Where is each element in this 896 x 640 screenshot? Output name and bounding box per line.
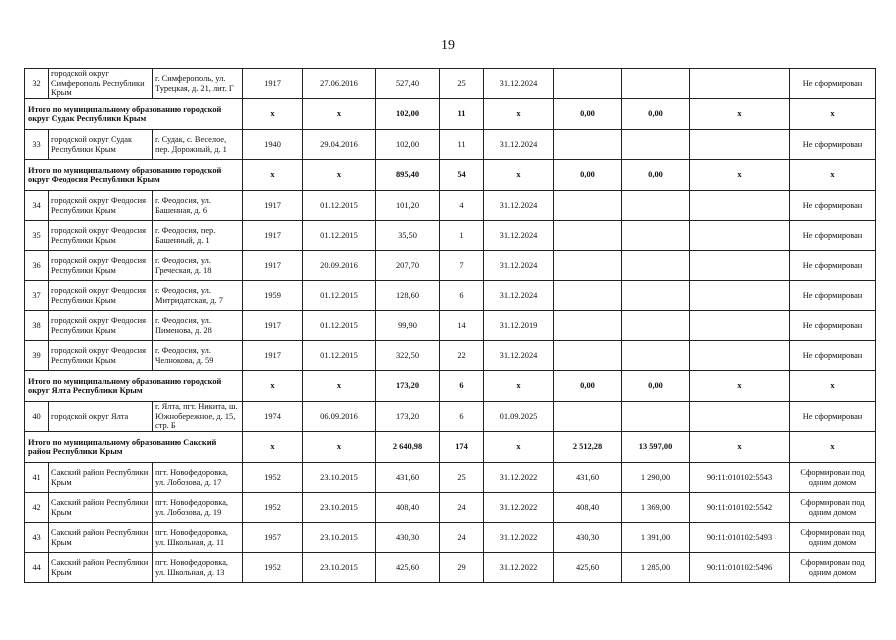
value-1-cell: 0,00 <box>554 160 622 191</box>
area-cell: 408,40 <box>376 493 440 523</box>
deadline-cell: 31.12.2024 <box>484 191 554 221</box>
value-2-cell: 1 290,00 <box>622 463 690 493</box>
year-cell: 1917 <box>243 251 303 281</box>
municipality-cell: городской округ Феодосия Республики Крым <box>49 341 153 371</box>
inspection-date-cell: х <box>303 160 376 191</box>
cadastral-number-cell <box>690 341 790 371</box>
land-status-cell: Сформирован под одним домом <box>790 493 876 523</box>
row-number: 38 <box>25 311 49 341</box>
value-1-cell: 431,60 <box>554 463 622 493</box>
table-row <box>25 221 876 251</box>
deadline-cell: 31.12.2019 <box>484 311 554 341</box>
value-2-cell: 1 369,00 <box>622 493 690 523</box>
inspection-date-cell: 01.12.2015 <box>303 191 376 221</box>
area-cell: 101,20 <box>376 191 440 221</box>
value-2-cell <box>622 191 690 221</box>
row-number: 34 <box>25 191 49 221</box>
municipality-cell: городской округ Феодосия Республики Крым <box>49 221 153 251</box>
inspection-date-cell: х <box>303 432 376 463</box>
table-row <box>25 463 876 493</box>
subtotal-row <box>25 160 876 191</box>
value-1-cell <box>554 311 622 341</box>
value-2-cell <box>622 69 690 99</box>
land-status-cell: х <box>790 432 876 463</box>
land-status-cell: х <box>790 99 876 130</box>
municipality-cell: городской округ Симферополь Республики Крым <box>49 69 153 99</box>
row-number: 39 <box>25 341 49 371</box>
residents-cell: 24 <box>440 493 484 523</box>
year-cell: х <box>243 99 303 130</box>
value-1-cell: 425,60 <box>554 553 622 583</box>
page-number: 19 <box>441 38 455 53</box>
address-cell: г. Симферополь, ул. Турецкая, д. 21, лит. Г <box>153 69 243 99</box>
value-2-cell <box>622 402 690 432</box>
year-cell: 1917 <box>243 311 303 341</box>
value-2-cell <box>622 281 690 311</box>
housing-registry-table <box>24 68 876 583</box>
year-cell: 1917 <box>243 341 303 371</box>
deadline-cell: 31.12.2024 <box>484 221 554 251</box>
table-row <box>25 341 876 371</box>
municipality-cell: Сакский район Республики Крым <box>49 523 153 553</box>
inspection-date-cell: 01.12.2015 <box>303 341 376 371</box>
land-status-cell: Не сформирован <box>790 69 876 99</box>
row-number: 36 <box>25 251 49 281</box>
year-cell: 1917 <box>243 191 303 221</box>
deadline-cell: 31.12.2024 <box>484 69 554 99</box>
address-cell: пгт. Новофедоровка, ул. Лобозова, д. 17 <box>153 463 243 493</box>
table-row <box>25 493 876 523</box>
deadline-cell: х <box>484 432 554 463</box>
address-cell: пгт. Новофедоровка, ул. Школьная, д. 11 <box>153 523 243 553</box>
address-cell: г. Феодосия, ул. Челнокова, д. 59 <box>153 341 243 371</box>
table-row <box>25 251 876 281</box>
residents-cell: 6 <box>440 402 484 432</box>
residents-cell: 29 <box>440 553 484 583</box>
area-cell: 207,70 <box>376 251 440 281</box>
cadastral-number-cell: 90:11:010102:5543 <box>690 463 790 493</box>
table-row <box>25 281 876 311</box>
value-2-cell: 0,00 <box>622 160 690 191</box>
deadline-cell: 31.12.2022 <box>484 463 554 493</box>
residents-cell: 4 <box>440 191 484 221</box>
inspection-date-cell: х <box>303 371 376 402</box>
row-number: 41 <box>25 463 49 493</box>
residents-cell: 11 <box>440 99 484 130</box>
value-2-cell: 1 391,00 <box>622 523 690 553</box>
row-number: 35 <box>25 221 49 251</box>
residents-cell: 25 <box>440 69 484 99</box>
deadline-cell: 31.12.2024 <box>484 341 554 371</box>
row-number: 37 <box>25 281 49 311</box>
inspection-date-cell: 01.12.2015 <box>303 221 376 251</box>
value-1-cell <box>554 341 622 371</box>
value-2-cell <box>622 130 690 160</box>
residents-cell: 54 <box>440 160 484 191</box>
cadastral-number-cell <box>690 191 790 221</box>
cadastral-number-cell <box>690 221 790 251</box>
row-number: 33 <box>25 130 49 160</box>
municipality-cell: городской округ Феодосия Республики Крым <box>49 281 153 311</box>
municipality-cell: городской округ Феодосия Республики Крым <box>49 311 153 341</box>
cadastral-number-cell: 90:11:010102:5493 <box>690 523 790 553</box>
residents-cell: 24 <box>440 523 484 553</box>
municipality-cell: городской округ Феодосия Республики Крым <box>49 191 153 221</box>
year-cell: 1952 <box>243 493 303 523</box>
inspection-date-cell: 01.12.2015 <box>303 281 376 311</box>
address-cell: г. Феодосия, ул. Пименова, д. 28 <box>153 311 243 341</box>
cadastral-number-cell: х <box>690 432 790 463</box>
land-status-cell: Не сформирован <box>790 341 876 371</box>
municipality-cell: городской округ Феодосия Республики Крым <box>49 251 153 281</box>
address-cell: пгт. Новофедоровка, ул. Лобозова, д. 19 <box>153 493 243 523</box>
cadastral-number-cell <box>690 311 790 341</box>
area-cell: 2 640,98 <box>376 432 440 463</box>
year-cell: 1974 <box>243 402 303 432</box>
area-cell: 173,20 <box>376 402 440 432</box>
residents-cell: 174 <box>440 432 484 463</box>
land-status-cell: Не сформирован <box>790 130 876 160</box>
value-2-cell <box>622 341 690 371</box>
table-row <box>25 553 876 583</box>
value-2-cell: 0,00 <box>622 371 690 402</box>
row-number: 40 <box>25 402 49 432</box>
cadastral-number-cell <box>690 130 790 160</box>
area-cell: 35,50 <box>376 221 440 251</box>
deadline-cell: 31.12.2022 <box>484 523 554 553</box>
inspection-date-cell: 23.10.2015 <box>303 493 376 523</box>
residents-cell: 11 <box>440 130 484 160</box>
municipality-cell: городской округ Ялта <box>49 402 153 432</box>
table-row <box>25 311 876 341</box>
area-cell: 128,60 <box>376 281 440 311</box>
value-1-cell <box>554 69 622 99</box>
year-cell: 1940 <box>243 130 303 160</box>
deadline-cell: 31.12.2024 <box>484 251 554 281</box>
land-status-cell: Не сформирован <box>790 191 876 221</box>
address-cell: г. Судак, с. Веселое, пер. Дорожный, д. 1 <box>153 130 243 160</box>
value-2-cell: 0,00 <box>622 99 690 130</box>
value-2-cell <box>622 251 690 281</box>
inspection-date-cell: 23.10.2015 <box>303 553 376 583</box>
table-row <box>25 69 876 99</box>
land-status-cell: Сформирован под одним домом <box>790 553 876 583</box>
inspection-date-cell: 06.09.2016 <box>303 402 376 432</box>
year-cell: 1952 <box>243 553 303 583</box>
value-1-cell: 0,00 <box>554 99 622 130</box>
municipality-cell: Сакский район Республики Крым <box>49 463 153 493</box>
year-cell: х <box>243 432 303 463</box>
residents-cell: 1 <box>440 221 484 251</box>
land-status-cell: Сформирован под одним домом <box>790 463 876 493</box>
deadline-cell: 31.12.2022 <box>484 493 554 523</box>
inspection-date-cell: 27.06.2016 <box>303 69 376 99</box>
subtotal-row <box>25 432 876 463</box>
area-cell: 322,50 <box>376 341 440 371</box>
deadline-cell: 31.12.2022 <box>484 553 554 583</box>
area-cell: 895,40 <box>376 160 440 191</box>
residents-cell: 6 <box>440 281 484 311</box>
year-cell: 1952 <box>243 463 303 493</box>
municipality-cell: Сакский район Республики Крым <box>49 493 153 523</box>
area-cell: 173,20 <box>376 371 440 402</box>
value-1-cell <box>554 221 622 251</box>
deadline-cell: 31.12.2024 <box>484 281 554 311</box>
table-row <box>25 130 876 160</box>
inspection-date-cell: х <box>303 99 376 130</box>
deadline-cell: х <box>484 371 554 402</box>
land-status-cell: Не сформирован <box>790 281 876 311</box>
value-1-cell <box>554 281 622 311</box>
year-cell: х <box>243 160 303 191</box>
area-cell: 431,60 <box>376 463 440 493</box>
value-1-cell: 408,40 <box>554 493 622 523</box>
subtotal-row <box>25 371 876 402</box>
inspection-date-cell: 20.09.2016 <box>303 251 376 281</box>
area-cell: 99,90 <box>376 311 440 341</box>
value-1-cell: 430,30 <box>554 523 622 553</box>
value-1-cell: 2 512,28 <box>554 432 622 463</box>
inspection-date-cell: 01.12.2015 <box>303 311 376 341</box>
cadastral-number-cell <box>690 69 790 99</box>
cadastral-number-cell: 90:11:010102:5496 <box>690 553 790 583</box>
land-status-cell: Не сформирован <box>790 311 876 341</box>
year-cell: 1917 <box>243 221 303 251</box>
year-cell: 1957 <box>243 523 303 553</box>
residents-cell: 7 <box>440 251 484 281</box>
cadastral-number-cell <box>690 402 790 432</box>
cadastral-number-cell <box>690 251 790 281</box>
cadastral-number-cell: х <box>690 371 790 402</box>
land-status-cell: х <box>790 371 876 402</box>
residents-cell: 6 <box>440 371 484 402</box>
value-1-cell <box>554 191 622 221</box>
deadline-cell: х <box>484 160 554 191</box>
row-number: 32 <box>25 69 49 99</box>
cadastral-number-cell: х <box>690 160 790 191</box>
address-cell: пгт. Новофедоровка, ул. Школьная, д. 13 <box>153 553 243 583</box>
deadline-cell: 31.12.2024 <box>484 130 554 160</box>
address-cell: г. Ялта, пгт. Никита, ш. Южнобережное, д. 15, стр. Б <box>153 402 243 432</box>
area-cell: 102,00 <box>376 130 440 160</box>
table-row <box>25 523 876 553</box>
cadastral-number-cell <box>690 281 790 311</box>
deadline-cell: х <box>484 99 554 130</box>
land-status-cell: Сформирован под одним домом <box>790 523 876 553</box>
area-cell: 102,00 <box>376 99 440 130</box>
value-1-cell <box>554 251 622 281</box>
area-cell: 527,40 <box>376 69 440 99</box>
row-number: 44 <box>25 553 49 583</box>
cadastral-number-cell: х <box>690 99 790 130</box>
municipality-cell: городской округ Судак Республики Крым <box>49 130 153 160</box>
subtotal-title: Итого по муниципальному образованию Сакский район Республики Крым <box>25 432 243 463</box>
value-2-cell: 13 597,00 <box>622 432 690 463</box>
area-cell: 425,60 <box>376 553 440 583</box>
subtotal-title: Итого по муниципальному образованию городской округ Судак Республики Крым <box>25 99 243 130</box>
value-2-cell <box>622 311 690 341</box>
cadastral-number-cell: 90:11:010102:5542 <box>690 493 790 523</box>
value-1-cell <box>554 130 622 160</box>
value-2-cell <box>622 221 690 251</box>
deadline-cell: 01.09.2025 <box>484 402 554 432</box>
address-cell: г. Феодосия, пер. Башенный, д. 1 <box>153 221 243 251</box>
subtotal-row <box>25 99 876 130</box>
year-cell: х <box>243 371 303 402</box>
municipality-cell: Сакский район Республики Крым <box>49 553 153 583</box>
residents-cell: 22 <box>440 341 484 371</box>
subtotal-title: Итого по муниципальному образованию городской округ Ялта Республики Крым <box>25 371 243 402</box>
inspection-date-cell: 23.10.2015 <box>303 463 376 493</box>
row-number: 43 <box>25 523 49 553</box>
address-cell: г. Феодосия, ул. Митридатская, д. 7 <box>153 281 243 311</box>
inspection-date-cell: 29.04.2016 <box>303 130 376 160</box>
address-cell: г. Феодосия, ул. Греческая, д. 18 <box>153 251 243 281</box>
inspection-date-cell: 23.10.2015 <box>303 523 376 553</box>
row-number: 42 <box>25 493 49 523</box>
table-row <box>25 402 876 432</box>
subtotal-title: Итого по муниципальному образованию городской округ Феодосия Республики Крым <box>25 160 243 191</box>
value-2-cell: 1 285,00 <box>622 553 690 583</box>
land-status-cell: Не сформирован <box>790 251 876 281</box>
table-row <box>25 191 876 221</box>
land-status-cell: х <box>790 160 876 191</box>
value-1-cell: 0,00 <box>554 371 622 402</box>
area-cell: 430,30 <box>376 523 440 553</box>
land-status-cell: Не сформирован <box>790 402 876 432</box>
residents-cell: 14 <box>440 311 484 341</box>
value-1-cell <box>554 402 622 432</box>
year-cell: 1959 <box>243 281 303 311</box>
residents-cell: 25 <box>440 463 484 493</box>
year-cell: 1917 <box>243 69 303 99</box>
address-cell: г. Феодосия, ул. Башенная, д. 6 <box>153 191 243 221</box>
land-status-cell: Не сформирован <box>790 221 876 251</box>
